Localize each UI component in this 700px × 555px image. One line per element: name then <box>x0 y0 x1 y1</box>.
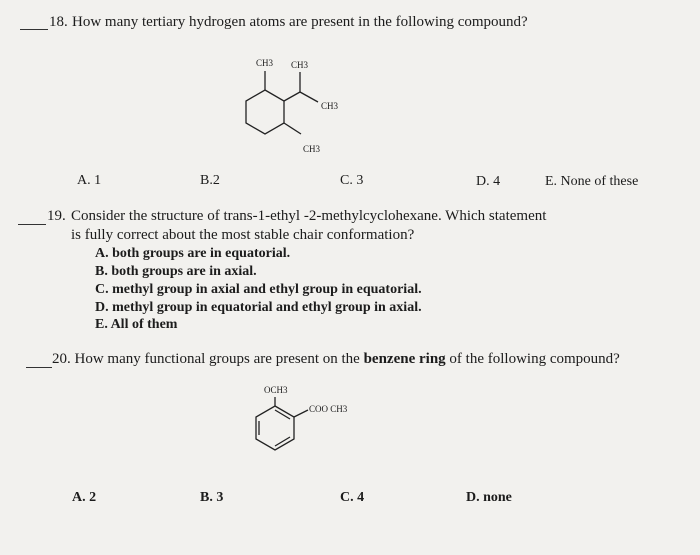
benzene-ring <box>256 406 294 450</box>
q20-option-c[interactable]: C. 4 <box>340 490 365 505</box>
q18-option-e[interactable]: E. None of these <box>545 174 639 189</box>
bond-cooch3 <box>294 410 308 417</box>
q18-answer-blank[interactable] <box>20 29 48 30</box>
q20-och3-label: OCH3 <box>264 385 288 395</box>
q20-text-after: of the following compound? <box>445 351 620 367</box>
q18-option-c[interactable]: C. 3 <box>340 173 364 188</box>
benzene-double-bond-2 <box>275 437 290 446</box>
q19-answer-blank[interactable] <box>18 224 46 225</box>
bond-c3-ch3 <box>284 123 301 134</box>
q20-text-before: How many functional groups are present on the <box>74 351 364 367</box>
q19-option-a[interactable]: A. both groups are in equatorial. <box>95 246 291 261</box>
q18-ch3-label-3: CH3 <box>321 101 339 111</box>
q18-option-d[interactable]: D. 4 <box>476 174 501 189</box>
q20-cooch3-label: COO CH3 <box>309 404 348 414</box>
bond-c2-quaternary <box>284 92 300 101</box>
q20-option-a[interactable]: A. 2 <box>72 490 97 505</box>
q19-option-b[interactable]: B. both groups are in axial. <box>95 264 257 279</box>
q20-benzene-structure <box>235 380 355 500</box>
q20-option-d[interactable]: D. none <box>466 490 512 505</box>
q20-text-bold: benzene ring <box>363 351 446 367</box>
q18-option-a[interactable]: A. 1 <box>77 173 102 188</box>
benzene-double-bond-3 <box>275 410 290 419</box>
bond-quat-ch3-right <box>300 92 318 102</box>
q19-number: 19. <box>47 208 66 224</box>
q18-question-text: How many tertiary hydrogen atoms are present in the following compound? <box>72 14 528 30</box>
q18-ch3-label-2: CH3 <box>291 60 309 70</box>
q20-answer-blank[interactable] <box>26 367 52 368</box>
cyclohexane-ring <box>246 90 284 134</box>
q20-option-b[interactable]: B. 3 <box>200 490 224 505</box>
q19-option-d[interactable]: D. methyl group in equatorial and ethyl group in axial. <box>95 300 422 315</box>
q19-option-e[interactable]: E. All of them <box>95 317 178 332</box>
q20-number: 20. <box>52 351 71 367</box>
q18-option-b[interactable]: B.2 <box>200 173 220 188</box>
q19-option-c[interactable]: C. methyl group in axial and ethyl group in equatorial. <box>95 282 422 297</box>
q18-number: 18. <box>49 14 68 30</box>
q18-ch3-label-4: CH3 <box>303 144 321 154</box>
q19-question-line-1: Consider the structure of trans-1-ethyl -2-methylcyclohexane. Which statement <box>71 208 547 224</box>
q18-ch3-label-1: CH3 <box>256 58 274 68</box>
q20-question-text <box>52 351 620 368</box>
q19-question-line-2: is fully correct about the most stable chair conformation? <box>71 227 415 243</box>
